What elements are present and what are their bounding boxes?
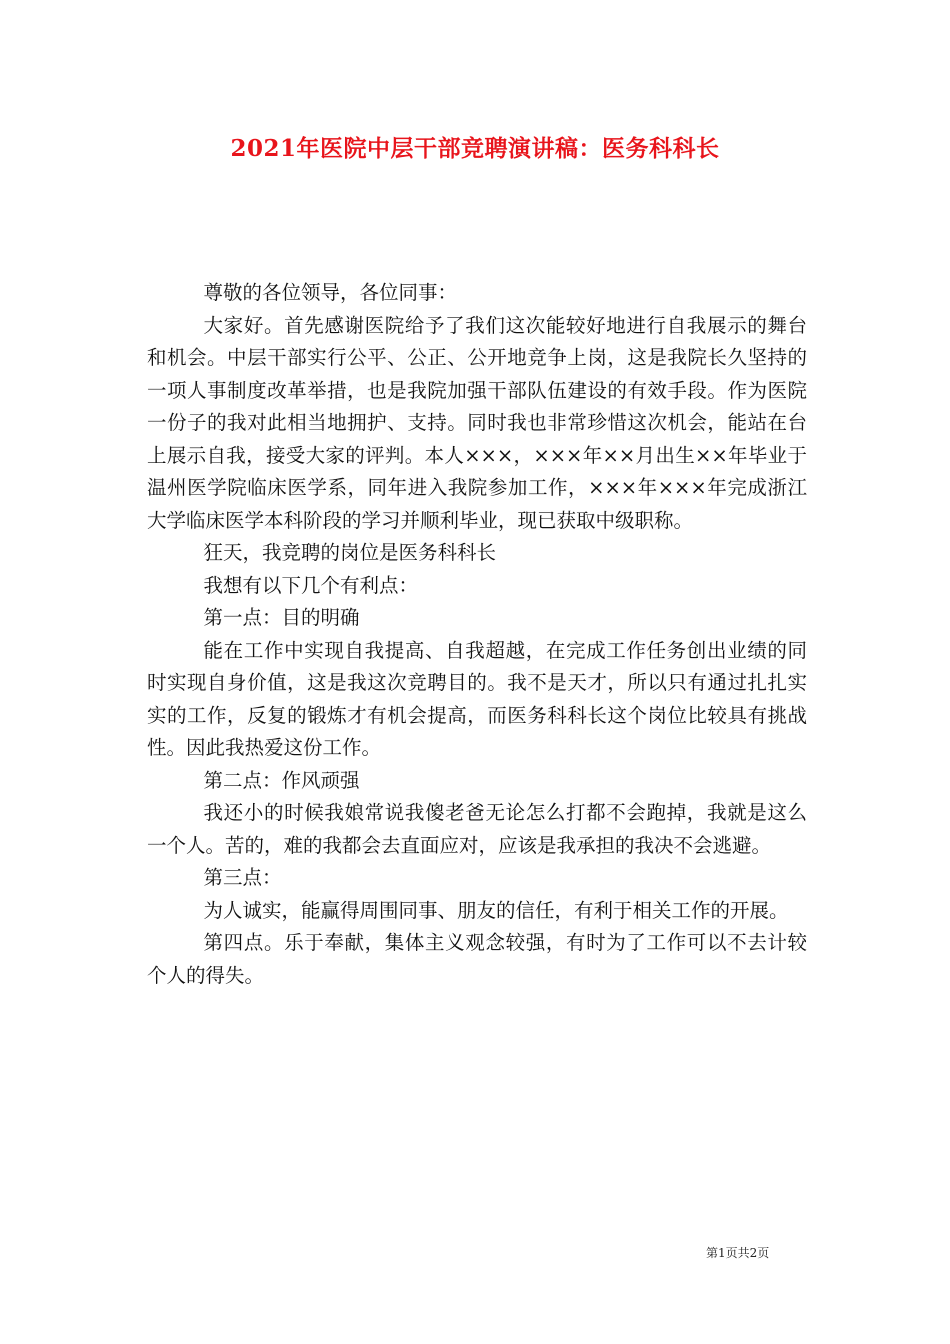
paragraph-introduction: 大家好。首先感谢医院给予了我们这次能较好地进行自我展示的舞台和机会。中层干部实行公平、公正、公开地竞争上岗，这是我院长久坚持的一项人事制度改革举措，也是我院加强干部队伍建设的有效手段。作为医院一份子的我对此相当地拥护、支持。同时我也非常珍惜这次机会，能站在台上展示自我，接受大家的评判。本人×××，×××年××月出生××年毕业于温州医学院临床医学系，同年进入我院参加工作，×××年×××年完成浙江大学临床医学本科阶段的学习并顺利毕业，现已获取中级职称。 (147, 313, 807, 532)
document-title: 2021年医院中层干部竞聘演讲稿：医务科科长 (230, 135, 720, 162)
paragraph-point-three-heading: 第三点： (203, 866, 282, 889)
paragraph-point-three-body: 为人诚实，能赢得周围同事、朋友的信任，有利于相关工作的开展。 (203, 898, 789, 922)
page-number-footer: 第1页共2页 (706, 1246, 770, 1260)
paragraph-position: 狂天，我竞聘的岗位是医务科科长 (203, 541, 497, 564)
document-body (147, 277, 807, 992)
paragraph-point-one-heading: 第一点：目的明确 (203, 606, 360, 629)
paragraph-advantages-intro: 我想有以下几个有利点： (203, 573, 419, 597)
paragraph-point-two-heading: 第二点：作风顽强 (203, 768, 360, 792)
paragraph-point-two-body: 我还小的时候我娘常说我傻老爸无论怎么打都不会跑掉，我就是这么一个人。苦的，难的我都会去直面应对，应该是我承担的我决不会逃避。 (147, 801, 807, 857)
paragraph-point-one-body: 能在工作中实现自我提高、自我超越，在完成工作任务创出业绩的同时实现自身价值，这是我这次竞聘目的。我不是天才，所以只有通过扎扎实实的工作，反复的锻炼才有机会提高，而医务科科长这个岗位比较具有挑战性。因此我热爱这份工作。 (147, 638, 807, 759)
paragraph-salutation: 尊敬的各位领导，各位同事： (203, 281, 458, 304)
paragraph-point-four: 第四点。乐于奉献，集体主义观念较强，有时为了工作可以不去计较个人的得失。 (147, 931, 807, 987)
